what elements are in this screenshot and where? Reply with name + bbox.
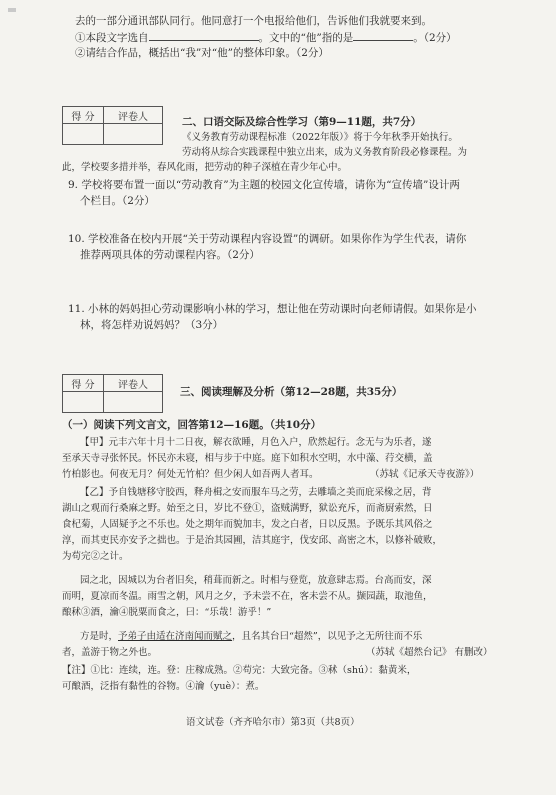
passage-line: 竹柏影也。何夜无月？何处无竹柏？但少闲人如吾两人者耳。 <box>62 469 319 480</box>
passage-line: 淳，而其吏民亦安予之拙也。于是治其园圃，洁其庭宇，伐安邱、高密之木，以修补破败， <box>62 535 443 546</box>
passage-line: 食杞菊，人固疑予之不乐也。处之期年而貌加丰，发之白者，日以反黑。予既乐其风俗之 <box>62 519 433 530</box>
question-a <box>75 30 457 45</box>
answer-blank-1[interactable] <box>149 30 259 41</box>
subsection-heading: （一）阅读下列文言文，回答第12—16题。（共10分） <box>62 419 322 431</box>
passage-text: ，且名其台曰“超然”，以见予之无所往而不乐 <box>232 631 423 642</box>
passage-source: （苏轼《记承天寺夜游》） <box>370 469 480 480</box>
grader-cell[interactable] <box>104 392 163 413</box>
question-9: 9. 学校将要布置一面以“劳动教育”为主题的校园文化宣传墙，请你为“宣传墙”设计两 <box>68 179 460 191</box>
underlined-sentence: 予弟子由适在济南闻而赋之 <box>118 631 233 642</box>
passage-line: 湖山之观而行桑麻之野。始至之日，岁比不登①，盗贼满野，狱讼充斥，而斋厨索然，日 <box>62 503 433 514</box>
score-cell[interactable] <box>63 392 104 413</box>
grader-cell[interactable] <box>104 124 163 145</box>
passage-line: 至承天寺寻张怀民。怀民亦未寝，相与步于中庭。庭下如积水空明，水中藻、荇交横，盖 <box>62 453 433 464</box>
question-11: 林，将怎样劝说妈妈？（3分） <box>80 319 224 331</box>
intro-text: 劳动将从综合实践课程中独立出来，成为义务教育阶段必修课程。为 <box>182 147 468 158</box>
score-header: 得 分 <box>63 375 104 392</box>
score-header: 得 分 <box>63 107 104 124</box>
question-10: 推荐两项具体的劳动课程内容。（2分） <box>80 249 260 261</box>
annotation-line: 可酿酒，泛指有黏性的谷物。④瀹（yuè）：煮。 <box>62 681 265 692</box>
grader-header: 评卷人 <box>104 375 163 392</box>
passage-line <box>80 630 422 644</box>
passage-source: （苏轼《超然台记》 有删改） <box>366 647 493 658</box>
question-10: 10. 学校准备在校内开展“关于劳动课程内容设置”的调研。如果你作为学生代表，请你 <box>68 233 467 245</box>
intro-text: 此，学校要多措并举，春风化雨，把劳动的种子深植在青少年心中。 <box>62 162 348 173</box>
passage-line: 【乙】予自钱塘移守胶西，释舟楫之安而服车马之劳，去雕墙之美而庇采椽之居，背 <box>80 487 432 498</box>
passage-line: 园之北，因城以为台者旧矣，稍葺而新之。时相与登览，放意肆志焉。台高而安，深 <box>80 575 432 586</box>
page-footer: 语文试卷（齐齐哈尔市）第3页（共8页） <box>186 717 360 728</box>
passage-line: 而明，夏凉而冬温。雨雪之朝，风月之夕，予未尝不在，客未尝不从。撷园蔬，取池鱼， <box>62 591 433 602</box>
section-heading: 三、阅读理解及分析（第12—28题，共35分） <box>180 386 403 398</box>
intro-text: 《义务教育劳动课程标准（2022年版）》将于今年秋季开始执行。 <box>182 132 458 143</box>
passage-text: 方是时， <box>80 631 119 642</box>
score-table <box>62 106 163 145</box>
passage-line: 者，盖游于物之外也。 <box>62 647 158 658</box>
passage-line: 为苟完②之计。 <box>62 551 129 562</box>
question-a-text: 。（2分） <box>413 32 457 44</box>
question-11: 11. 小林的妈妈担心劳动课影响小林的学习，想让他在劳动课时向老师请假。如果你是小 <box>68 303 477 315</box>
score-cell[interactable] <box>63 124 104 145</box>
score-table <box>62 374 163 413</box>
text-line: 去的一部分通讯部队同行。他同意打一个电报给他们，告诉他们我就要来到。 <box>75 15 432 27</box>
question-9: 个栏目。（2分） <box>80 195 155 207</box>
passage-line: 酿秫③酒，瀹④脱粟而食之，曰：“乐哉！游乎！” <box>62 607 272 618</box>
annotation-line: 【注】①比：连续，连。登：庄稼成熟。②苟完：大致完备。③秫（shú）：黏黄米， <box>62 665 417 676</box>
corner-mark-icon <box>8 8 16 12</box>
question-a-text: 。文中的“他”指的是 <box>258 32 354 44</box>
passage-line: 【甲】元丰六年十月十二日夜，解衣欲睡，月色入户，欣然起行。念无与为乐者，遂 <box>80 437 432 448</box>
question-b: ②请结合作品，概括出“我”对“他”的整体印象。（2分） <box>75 47 329 59</box>
answer-blank-2[interactable] <box>353 30 413 41</box>
section-heading: 二、口语交际及综合性学习（第9—11题，共7分） <box>182 116 422 128</box>
grader-header: 评卷人 <box>104 107 163 124</box>
question-a-text: ①本段文字选自 <box>75 32 149 44</box>
